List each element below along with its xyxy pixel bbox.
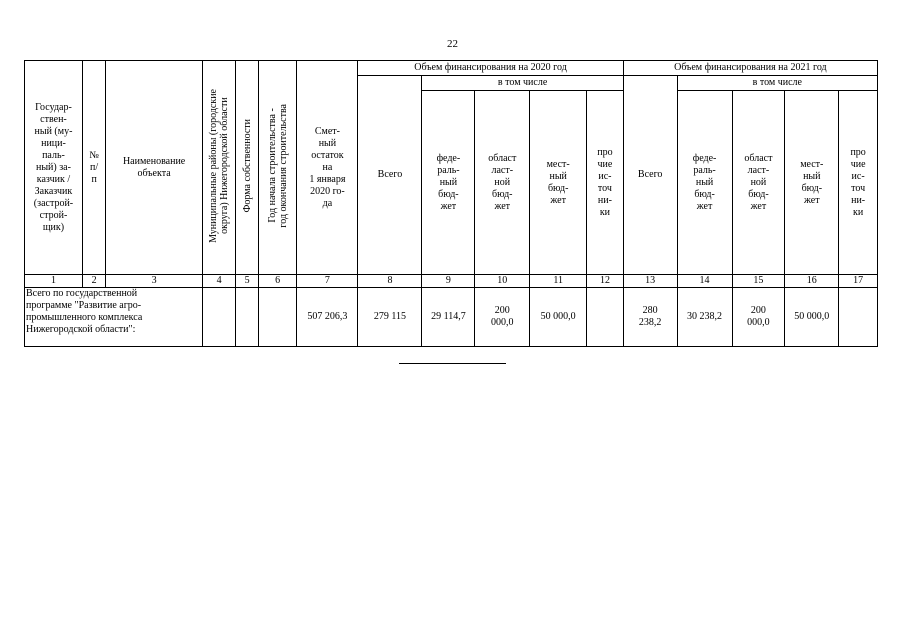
- total-row-ownership: [236, 288, 258, 347]
- header-federal-2021: феде- раль- ный бюд- жет: [677, 91, 732, 275]
- column-number: 17: [839, 275, 878, 288]
- header-ownership-cell: [236, 61, 258, 275]
- total-row-local-2021: 50 000,0: [785, 288, 839, 347]
- header-local-2021: мест- ный бюд- жет: [785, 91, 839, 275]
- header-customer: Государ- ствен- ный (му- ници- паль- ный) за- казчик / Заказчик (застрой- строй- щик): [25, 61, 83, 275]
- footer-divider: [399, 363, 506, 364]
- column-number: 16: [785, 275, 839, 288]
- total-row-total-2021: 280 238,2: [623, 288, 677, 347]
- total-row-local-2020: 50 000,0: [530, 288, 587, 347]
- page-number: 22: [447, 38, 458, 50]
- column-number: 5: [236, 275, 258, 288]
- column-number: 4: [202, 275, 236, 288]
- total-row-federal-2020: 29 114,7: [422, 288, 475, 347]
- header-fin-2020: Объем финансирования на 2020 год: [358, 61, 623, 76]
- total-row-regional-2020: 200 000,0: [475, 288, 530, 347]
- column-number: 12: [587, 275, 624, 288]
- total-row-federal-2021: 30 238,2: [677, 288, 732, 347]
- header-total-2021: Всего: [623, 76, 677, 275]
- header-districts: Муниципальные районы (городские округа) Нижегородской области: [208, 88, 231, 243]
- header-total-2020: Всего: [358, 76, 422, 275]
- column-number: 8: [358, 275, 422, 288]
- column-number: 10: [475, 275, 530, 288]
- total-row-regional-2021: 200 000,0: [732, 288, 785, 347]
- header-ownership: Форма собственности: [241, 118, 253, 213]
- column-number: 11: [530, 275, 587, 288]
- total-row-total-2020: 279 115: [358, 288, 422, 347]
- header-regional-2020: област ласт- ной бюд- жет: [475, 91, 530, 275]
- header-years-cell: [258, 61, 297, 275]
- header-years: Год начала строительства - год окончания строительства: [266, 103, 289, 228]
- header-federal-2020: феде- раль- ный бюд- жет: [422, 91, 475, 275]
- header-other-2021: про чие ис- точ ни- ки: [839, 91, 878, 275]
- financing-table: [24, 60, 878, 347]
- column-number: 6: [258, 275, 297, 288]
- column-number: 9: [422, 275, 475, 288]
- total-row-years: [258, 288, 297, 347]
- total-row-balance: 507 206,3: [297, 288, 358, 347]
- total-row-districts: [202, 288, 236, 347]
- column-number: 13: [623, 275, 677, 288]
- header-index: № п/ п: [82, 61, 105, 275]
- header-other-2020: про чие ис- точ ни- ки: [587, 91, 624, 275]
- column-number-row: [25, 275, 878, 288]
- column-number: 1: [25, 275, 83, 288]
- column-number: 7: [297, 275, 358, 288]
- total-row: [25, 288, 878, 347]
- total-row-label: Всего по государственной программе "Развитие агро- промышленного комплекса Нижегородской области":: [25, 288, 203, 347]
- column-number: 2: [82, 275, 105, 288]
- header-balance: Смет- ный остаток на 1 января 2020 го- да: [297, 61, 358, 275]
- header-local-2020: мест- ный бюд- жет: [530, 91, 587, 275]
- column-number: 15: [732, 275, 785, 288]
- column-number: 14: [677, 275, 732, 288]
- column-number: 3: [106, 275, 203, 288]
- header-including-2020: в том числе: [422, 76, 623, 91]
- header-districts-cell: [202, 61, 236, 275]
- header-object-name: Наименование объекта: [106, 61, 203, 275]
- total-row-other-2020: [587, 288, 624, 347]
- header-including-2021: в том числе: [677, 76, 877, 91]
- header-regional-2021: област ласт- ной бюд- жет: [732, 91, 785, 275]
- total-row-other-2021: [839, 288, 878, 347]
- header-fin-2021: Объем финансирования на 2021 год: [623, 61, 877, 76]
